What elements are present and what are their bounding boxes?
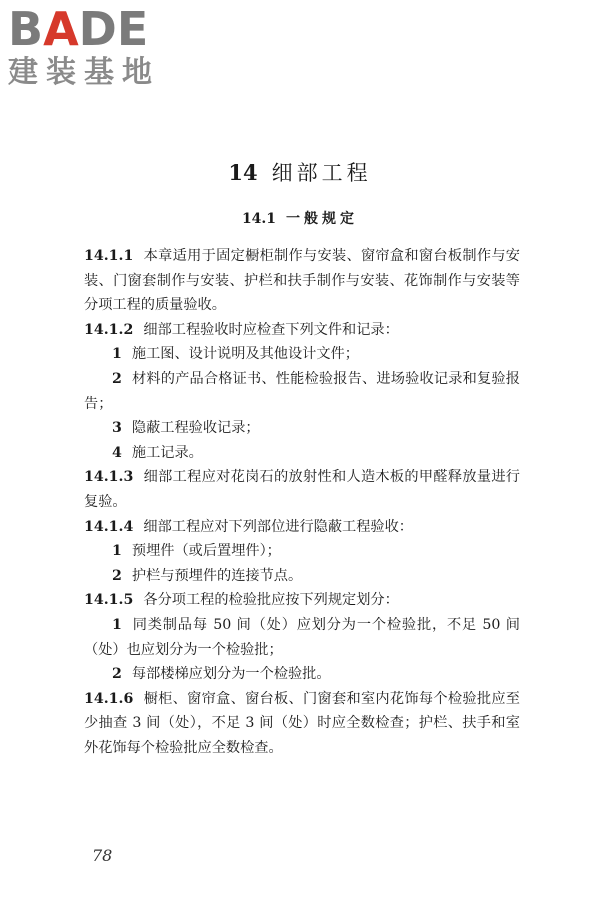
section-name: 一般规定 bbox=[286, 211, 359, 227]
item-text: 同类制品每 50 间（处）应划分为一个检验批，不足 50 间（处）也应划分为一个检验批； bbox=[84, 616, 520, 658]
list-item bbox=[84, 564, 520, 589]
item-text: 隐蔽工程验收记录； bbox=[131, 420, 260, 437]
clause-text: 细部工程应对花岗石的放射性和人造木板的甲醛释放量进行复验。 bbox=[84, 469, 520, 510]
page-number: 78 bbox=[92, 846, 113, 865]
item-number: 1 bbox=[112, 543, 122, 560]
item-text: 材料的产品合格证书、性能检验报告、进场验收记录和复验报告； bbox=[84, 370, 520, 412]
clause-number: 14.1.5 bbox=[84, 592, 134, 609]
item-text: 每部楼梯应划分为一个检验批。 bbox=[131, 666, 331, 683]
item-number: 2 bbox=[112, 666, 122, 683]
clause-paragraph bbox=[84, 318, 520, 343]
item-number: 2 bbox=[112, 567, 122, 584]
list-item bbox=[84, 662, 520, 687]
section-number: 14.1 bbox=[241, 211, 277, 227]
clause-number: 14.1.6 bbox=[84, 690, 134, 707]
item-number: 1 bbox=[112, 346, 122, 363]
body-text bbox=[84, 244, 520, 760]
clause-paragraph bbox=[84, 687, 520, 761]
item-text: 护栏与预埋件的连接节点。 bbox=[131, 567, 303, 584]
item-text: 预埋件（或后置埋件）； bbox=[131, 543, 281, 560]
chapter-title bbox=[0, 157, 600, 187]
clause-text: 本章适用于固定橱柜制作与安装、窗帘盒和窗台板制作与安装、门窗套制作与安装、护栏和扶手制作与安装、花饰制作与安装等分项工程的质量验收。 bbox=[84, 248, 520, 314]
brand-logo bbox=[8, 4, 180, 96]
clause-number: 14.1.1 bbox=[84, 248, 134, 264]
logo-subtitle: 建装基地 bbox=[8, 55, 160, 90]
clause-text: 细部工程验收时应检查下列文件和记录： bbox=[143, 321, 399, 338]
item-number: 4 bbox=[112, 444, 122, 461]
list-item bbox=[84, 441, 520, 466]
clause-number: 14.1.3 bbox=[84, 469, 134, 486]
chapter-number: 14 bbox=[228, 160, 258, 185]
item-text: 施工记录。 bbox=[131, 444, 203, 461]
list-item bbox=[84, 613, 520, 662]
section-title bbox=[0, 208, 600, 228]
list-item bbox=[84, 539, 520, 564]
list-item bbox=[84, 342, 520, 367]
item-text: 施工图、设计说明及其他设计文件； bbox=[131, 346, 359, 363]
item-number: 2 bbox=[112, 370, 122, 387]
clause-text: 细部工程应对下列部位进行隐蔽工程验收： bbox=[143, 518, 413, 535]
clause-number: 14.1.4 bbox=[84, 518, 134, 535]
clause-text: 各分项工程的检验批应按下列规定划分： bbox=[143, 592, 399, 609]
clause-text: 橱柜、窗帘盒、窗台板、门窗套和室内花饰每个检验批应至少抽查 3 间（处），不足 3 间（处）时应全数检查；护栏、扶手和室外花饰每个检验批应全数检查。 bbox=[84, 690, 520, 756]
clause-paragraph bbox=[84, 515, 520, 540]
clause-paragraph bbox=[84, 588, 520, 613]
chapter-name: 细部工程 bbox=[271, 161, 372, 185]
clause-number: 14.1.2 bbox=[84, 321, 134, 338]
clause-paragraph bbox=[84, 465, 520, 514]
list-item bbox=[84, 416, 520, 441]
list-item bbox=[84, 367, 520, 416]
item-number: 3 bbox=[112, 420, 122, 437]
item-number: 1 bbox=[112, 616, 122, 633]
clause-paragraph bbox=[84, 244, 520, 318]
logo-wordmark: BADE bbox=[8, 2, 149, 56]
